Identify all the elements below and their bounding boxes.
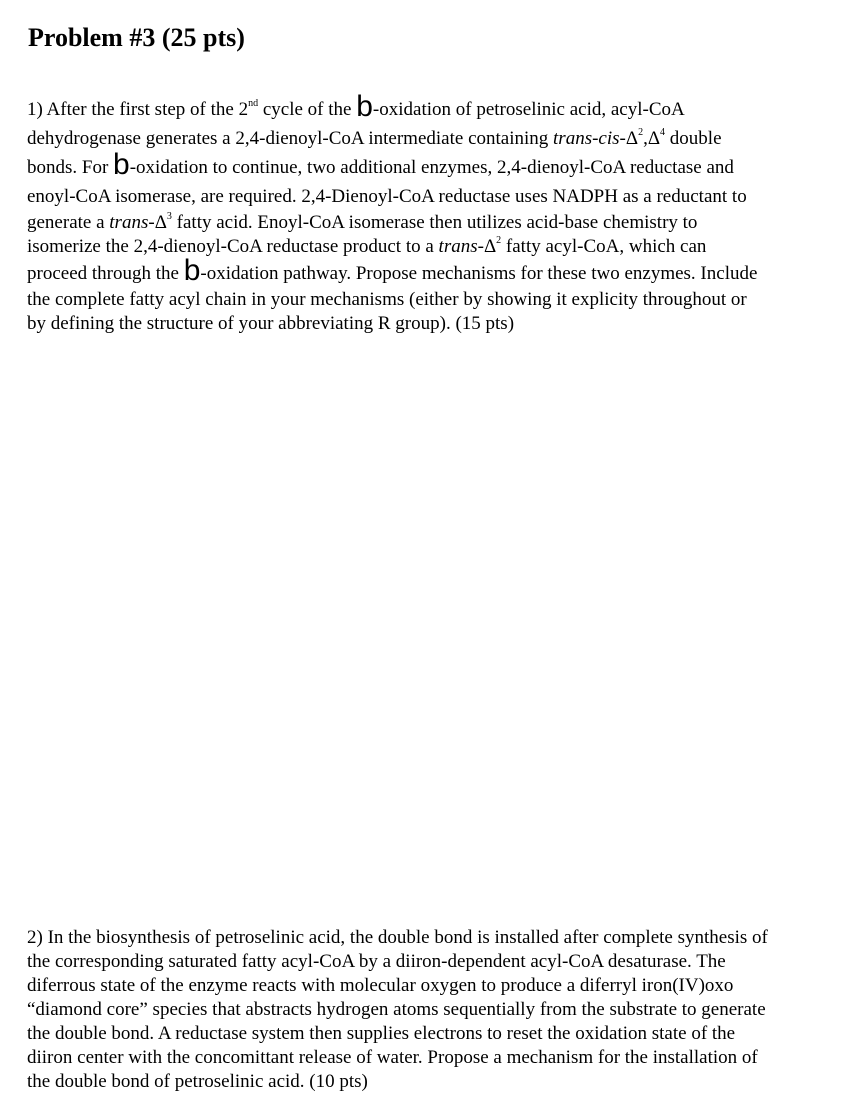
- italic-text: trans-cis-: [553, 128, 626, 149]
- text-run: by defining the structure of your abbreviating R group). (15 pts): [27, 313, 515, 334]
- text-run: enoyl-CoA isomerase, are required. 2,4-Dienoyl-CoA reductase uses NADPH as a reductant to: [27, 186, 747, 207]
- text-run: isomerize the 2,4-dienoyl-CoA reductase product to a: [27, 236, 439, 257]
- beta-symbol: b: [113, 148, 130, 181]
- delta-symbol: Δ: [154, 212, 167, 233]
- q1-line-8: [27, 288, 835, 312]
- text-run: ,: [643, 128, 648, 149]
- text-run: 1) After the first step of the 2: [27, 99, 249, 120]
- q2-line: diferrous state of the enzyme reacts with molecular oxygen to produce a diferryl iron(IV)oxo: [27, 975, 734, 996]
- q1-line-7: [27, 254, 835, 288]
- text-run: -oxidation pathway. Propose mechanisms for these two enzymes. Include: [200, 263, 758, 284]
- q2-line: 2) In the biosynthesis of petroselinic acid, the double bond is installed after complete synthesis of: [27, 927, 768, 948]
- q1-line-2: [27, 124, 835, 153]
- text-run: dehydrogenase generates a 2,4-dienoyl-CoA intermediate containing: [27, 128, 554, 149]
- superscript: nd: [248, 98, 259, 109]
- italic-text: trans-: [438, 236, 484, 257]
- text-run: the complete fatty acyl chain in your mechanisms (either by showing it explicity throughout or: [27, 289, 747, 310]
- text-run: -oxidation to continue, two additional enzymes, 2,4-dienoyl-CoA reductase and: [129, 157, 734, 178]
- q2-line: the corresponding saturated fatty acyl-CoA by a diiron-dependent acyl-CoA desaturase. The: [27, 951, 726, 972]
- q1-line-5: [27, 211, 835, 235]
- question-1: [27, 90, 835, 336]
- text-run: proceed through the: [27, 263, 184, 284]
- delta-symbol: Δ: [647, 128, 661, 149]
- beta-symbol: b: [356, 90, 373, 123]
- q2-line: the double bond of petroselinic acid. (10 pts): [27, 1071, 368, 1092]
- delta-symbol: Δ: [625, 128, 639, 149]
- superscript: 2: [496, 235, 502, 246]
- q1-line-9: [27, 312, 835, 336]
- q1-line-6: [27, 235, 835, 259]
- text-run: cycle of the: [258, 99, 357, 120]
- q2-line: the double bond. A reductase system then supplies electrons to reset the oxidation state of the: [27, 1023, 736, 1044]
- q1-line-3: [27, 148, 835, 182]
- text-run: generate a: [27, 212, 110, 233]
- italic-text: trans-: [109, 212, 155, 233]
- problem-title: Problem #3 (25 pts): [28, 23, 245, 52]
- text-run: double: [665, 128, 722, 149]
- text-run: fatty acyl-CoA, which can: [501, 236, 707, 257]
- delta-symbol: Δ: [483, 236, 497, 257]
- superscript: 4: [660, 127, 666, 138]
- text-run: fatty acid. Enoyl-CoA isomerase then utilizes acid-base chemistry to: [171, 212, 698, 233]
- q1-line-4: [27, 182, 835, 211]
- text-run: -oxidation of petroselinic acid, acyl-CoA: [372, 99, 685, 120]
- q2-line: “diamond core” species that abstracts hydrogen atoms sequentially from the substrate to generate: [27, 999, 766, 1020]
- q1-line-1: [27, 90, 835, 124]
- superscript: 2: [638, 127, 644, 138]
- text-run: bonds. For: [27, 157, 114, 178]
- beta-symbol: b: [183, 254, 201, 287]
- superscript: 3: [166, 211, 172, 222]
- q2-line: diiron center with the concomittant release of water. Propose a mechanism for the installation of: [27, 1047, 758, 1068]
- question-2: [27, 926, 837, 1094]
